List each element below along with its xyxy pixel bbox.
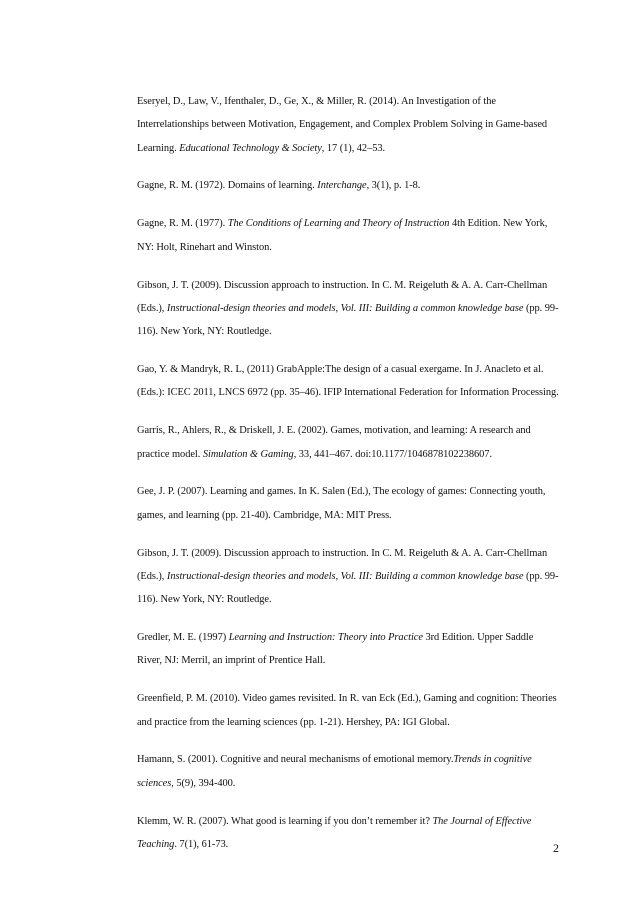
reference-italic-text: The Journal of Effective Teaching: [137, 815, 532, 850]
reference-text: Gredler, M. E. (1997): [137, 632, 229, 644]
reference-text: Klemm, W. R. (2007). What good is learning if you don’t remember it?: [137, 815, 433, 827]
reference-entry: [137, 748, 559, 795]
reference-entry: [137, 542, 559, 612]
reference-italic-text: Interchange: [317, 180, 367, 192]
reference-entry: [137, 810, 559, 857]
reference-italic-text: Instructional-design theories and models, Vol. III: Building a common knowledge base: [166, 570, 524, 582]
reference-italic-text: Instructional-design theories and models, Vol. III: Building a common knowledge base: [166, 302, 524, 314]
reference-italic-text: Learning and Instruction: Theory into Practice: [228, 632, 423, 644]
reference-text: Gibson, J. T. (2009). Discussion approach to instruction. In C. M. Reigeluth & A. A. Carr-Chellman (Eds.),: [137, 279, 548, 314]
reference-text: Gagne, R. M. (1972). Domains of learning.: [137, 180, 318, 192]
reference-italic-text: Educational Technology & Society: [179, 142, 322, 154]
reference-text: 4th Edition. New York, NY: Holt, Rinehart and Winston.: [137, 218, 548, 253]
reference-entry: [137, 174, 559, 197]
reference-text: , 3(1), p. 1-8.: [366, 180, 421, 192]
reference-entry: [137, 212, 559, 259]
reference-text: Greenfield, P. M. (2010). Video games revisited. In R. van Eck (Ed.), Gaming and cognition: Theories and practice from the learning sciences (pp. 1-21). Hershey, PA: IGI Global.: [137, 693, 557, 728]
reference-text: Gibson, J. T. (2009). Discussion approach to instruction. In C. M. Reigeluth & A. A. Carr-Chellman (Eds.),: [137, 547, 548, 582]
reference-text: (pp. 99-116). New York, NY: Routledge.: [137, 302, 559, 338]
reference-italic-text: The Conditions of Learning and Theory of Instruction: [227, 218, 450, 230]
reference-text: Hamann, S. (2001). Cognitive and neural mechanisms of emotional memory.: [137, 754, 454, 766]
reference-entry: [137, 90, 559, 160]
reference-italic-text: Simulation & Gaming: [202, 448, 294, 460]
reference-text: 3rd Edition. Upper Saddle River, NJ: Merril, an imprint of Prentice Hall.: [137, 632, 534, 667]
reference-text: Gagne, R. M. (1977).: [137, 218, 228, 230]
reference-text: Eseryel, D., Law, V., Ifenthaler, D., Ge, X., & Miller, R. (2014). An Investigation of the Interrelationships between Motivation, Engagement, and Complex Problem Solving in Game-based Learning.: [137, 96, 548, 154]
reference-entry: [137, 480, 559, 527]
reference-text: 5(9), 394-400.: [173, 777, 236, 789]
reference-list: [137, 90, 559, 871]
page-number: 2: [553, 841, 559, 855]
reference-text: . 7(1), 61-73.: [174, 838, 229, 850]
reference-entry: [137, 419, 559, 466]
reference-text: (pp. 99-116). New York, NY: Routledge.: [137, 570, 559, 606]
reference-italic-text: Trends in cognitive sciences,: [137, 754, 532, 789]
reference-text: Gao, Y. & Mandryk, R. L, (2011) GrabApple:The design of a casual exergame. In J. Anacleto et al. (Eds.): ICEC 2011, LNCS 6972 (pp. 35–46). IFIP International Federation for Information Processing.: [137, 364, 559, 399]
reference-text: , 33, 441–467. doi:10.1177/1046878102238607.: [293, 448, 492, 460]
reference-text: , 17 (1), 42–53.: [321, 142, 386, 154]
reference-text: Garris, R., Ahlers, R., & Driskell, J. E. (2002). Games, motivation, and learning: A research and practice model.: [137, 425, 531, 460]
reference-entry: [137, 687, 559, 734]
reference-entry: [137, 274, 559, 344]
reference-entry: [137, 626, 559, 673]
reference-entry: [137, 358, 559, 405]
reference-text: Gee, J. P. (2007). Learning and games. In K. Salen (Ed.), The ecology of games: Connecting youth, games, and learning (pp. 21-40). Cambridge, MA: MIT Press.: [137, 486, 546, 521]
